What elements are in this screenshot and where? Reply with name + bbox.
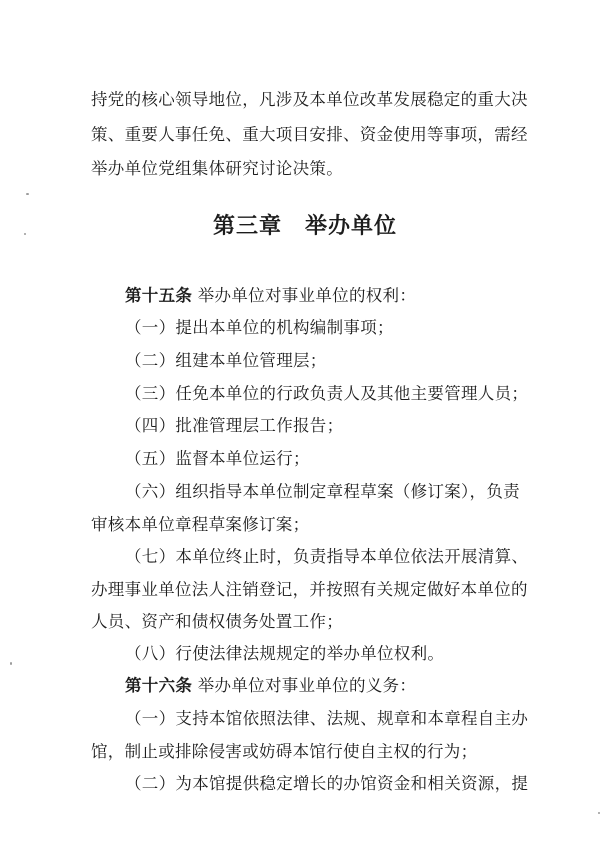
article-16-text: 举办单位对事业单位的义务： [197,676,417,695]
article-15-text: 举办单位对事业单位的权利： [197,286,417,305]
scan-speck [24,233,26,235]
scan-speck [10,662,12,665]
article-15-item-continued: 人员、资产和债权债务处置工作； [91,612,343,631]
article-15-item: （二）组建本单位管理层； [125,351,327,370]
article-16-item: （一）支持本馆依照法律、法规、规章和本章程自主办 [125,709,529,728]
article-16-item-continued: 馆，制止或排除侵害或妨碍本馆行使自主权的行为； [91,742,478,761]
article-15-item: （六）组织指导本单位制定章程草案（修订案），负责 [125,482,520,501]
article-15-label: 第十五条 [125,286,193,305]
article-15-item: （一）提出本单位的机构编制事项； [125,318,394,337]
article-16-heading [125,674,416,698]
intro-line-2: 策、重要人事任免、重大项目安排、资金使用等事项，需经 [91,125,528,144]
article-15-item-continued: 办理事业单位法人注销登记，并按照有关规定做好本单位的 [91,580,528,599]
article-15-item: （八）行使法律法规规定的举办单位权利。 [125,644,445,663]
article-16-item: （二）为本馆提供稳定增长的办馆资金和相关资源，提 [125,774,529,793]
article-15-item-continued: 审核本单位章程草案修订案； [91,515,310,534]
scan-speck [598,812,600,814]
article-15-item: （三）任免本单位的行政负责人及其他主要管理人员； [125,384,529,403]
intro-line-1: 持党的核心领导地位，凡涉及本单位改革发展稳定的重大决 [91,90,528,109]
article-15-item: （四）批准管理层工作报告； [125,416,344,435]
article-15-item: （七）本单位终止时，负责指导本单位依法开展清算、 [125,547,529,566]
article-15-item: （五）监督本单位运行； [125,449,310,468]
article-16-label: 第十六条 [125,676,193,695]
chapter-title: 第三章 举办单位 [212,214,397,239]
intro-line-3: 举办单位党组集体研究讨论决策。 [91,159,343,178]
article-15-heading [125,284,416,308]
scan-speck [26,193,29,195]
